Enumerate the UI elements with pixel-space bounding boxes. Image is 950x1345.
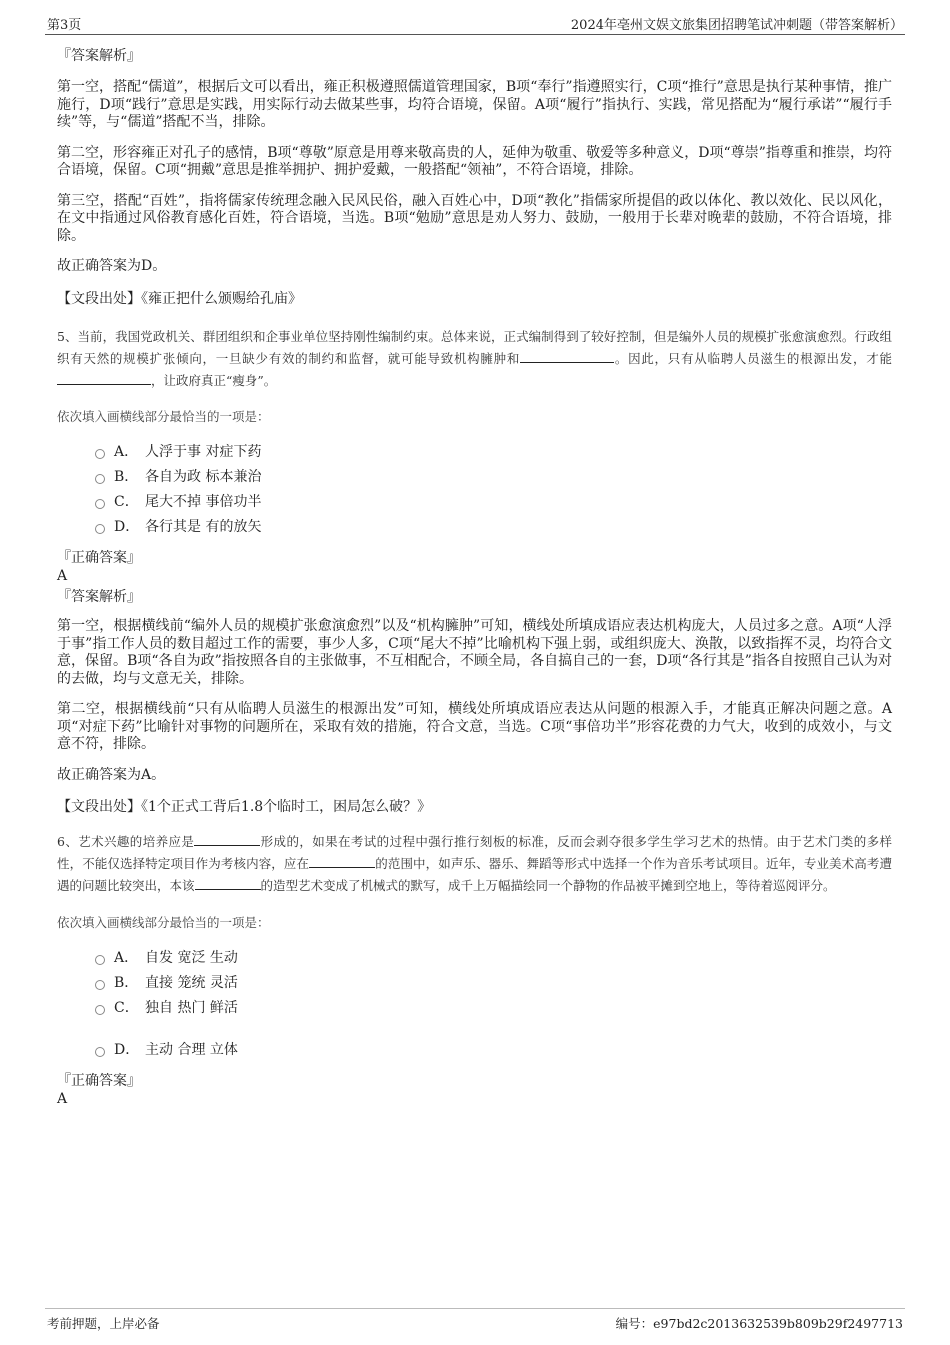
q6-stem-part3: 的范围中，如声乐、器乐、舞蹈等形式中选择一个作为音乐考试项目。近年，专业美术高考遭遇的问题比较突出，本该 [57, 855, 892, 893]
q4-conclusion: 故正确答案为D。 [57, 258, 167, 274]
q4-analysis-tag: 『答案解析』 [57, 48, 141, 64]
q5-analysis-p1: 第一空，根据横线前“编外人员的规模扩张愈演愈烈”以及“机构臃肿”可知，横线处所填成语应表达机构庞大，人员过多之意。A项“人浮于事”指工作人员的数目超过工作的需要，事少人多，C项“尾大不掉”比喻机构下强上弱，或组织庞大、涣散，以致指挥不灵，均符合文意，保留。B项“各自为政”指按照各自的主张做事，不互相配合，不顾全局，各自搞自己的一套，D项“各行其是”指各自按照自己认为对的去做，均与文意无关，排除。 [57, 618, 892, 687]
q5-answer: A [57, 568, 68, 584]
q5-stem-part1: 5、当前，我国党政机关、群团组织和企事业单位坚持刚性编制约束。总体来说，正式编制得到了较好控制，但是编外人员的规模扩张愈演愈烈。行政组织有天然的规模扩张倾向，一旦缺少有效的制约和监督，就可能导致机构臃肿和 [57, 329, 892, 366]
page-number: 第3页 [47, 18, 82, 33]
footer-slogan: 考前押题，上岸必备 [47, 1316, 160, 1331]
q5-answer-tag: 『正确答案』 [57, 550, 141, 566]
document-code-label: 编号： [615, 1316, 654, 1331]
radio-icon[interactable] [95, 524, 105, 534]
q5-conclusion: 故正确答案为A。 [57, 766, 166, 783]
q6-answer: A [57, 1090, 68, 1107]
q5-option-a[interactable]: A． 人浮于事 对症下药 [95, 440, 892, 465]
q4-analysis-p2: 第二空，形容雍正对孔子的感情，B项“尊敬”原意是用尊来敬高贵的人，延伸为敬重、敬爱等多种意义，D项“尊崇”指尊重和推崇，均符合语境，保留。C项“拥戴”意思是推举拥护、拥护爱戴，一般搭配“领袖”，不符合语境，排除。 [57, 144, 892, 178]
q5-stem-part2: 。因此，只有从临聘人员滋生的根源出发，才能 [614, 351, 892, 366]
q6-option-c[interactable]: C． 独自 热门 鲜活 [95, 996, 892, 1021]
q5-stem [57, 326, 892, 392]
q6-option-a[interactable]: A． 自发 宽泛 生动 [95, 946, 892, 971]
q5-options [57, 440, 892, 540]
q6-stem-part1: 6、艺术兴趣的培养应是 [57, 833, 195, 849]
q6-answer-tag: 『正确答案』 [57, 1072, 141, 1089]
radio-icon[interactable] [95, 980, 105, 990]
q4-source: 【文段出处】《雍正把什么颁赐给孔庙》 [57, 290, 302, 307]
q6-blank-1 [194, 832, 260, 846]
page-content [57, 46, 892, 1108]
radio-icon[interactable] [95, 449, 105, 459]
q6-stem-part4: 的造型艺术变成了机械式的默写，成千上万幅描绘同一个静物的作品被平摊到空地上，等待着巡阅评分。 [260, 877, 836, 893]
q4-analysis-p1: 第一空，搭配“儒道”，根据后文可以看出，雍正积极遵照儒道管理国家，B项“奉行”指遵照实行，C项“推行”意思是执行某种事情，推广施行，D项“践行”意思是实践，用实际行动去做某些事，均符合语境，保留。A项“履行”指执行、实践，常见搭配为“履行承诺”“履行手续”等，与“儒道”搭配不当，排除。 [57, 79, 892, 130]
q5-option-d[interactable]: D． 各行其是 有的放矢 [95, 515, 892, 540]
radio-icon[interactable] [95, 1005, 105, 1015]
page-header [45, 10, 905, 35]
q5-option-c[interactable]: C． 尾大不掉 事倍功半 [95, 490, 892, 515]
q5-blank-1 [520, 349, 614, 363]
q6-option-b[interactable]: B． 直接 笼统 灵活 [95, 971, 892, 996]
q6-option-d[interactable]: D． 主动 合理 立体 [95, 1038, 892, 1063]
q5-stem-part3: ，让政府真正“瘦身”。 [151, 373, 277, 388]
radio-icon[interactable] [95, 1047, 105, 1057]
q5-analysis-tag: 『答案解析』 [57, 589, 141, 605]
radio-icon[interactable] [95, 955, 105, 965]
q5-source: 【文段出处】《1个正式工背后1.8个临时工，困局怎么破？》 [57, 799, 432, 815]
q5-option-b[interactable]: B． 各自为政 标本兼治 [95, 465, 892, 490]
document-code [616, 1314, 903, 1332]
q6-stem-part2: 形成的，如果在考试的过程中强行推行刻板的标准，反而会剥夺很多学生学习艺术的热情。由于艺术门类的多样性，不能仅选择特定项目作为考核内容，应在 [57, 833, 892, 871]
document-title: 2024年亳州文娱文旅集团招聘笔试冲刺题（带答案解析） [570, 18, 903, 33]
q4-analysis-p3: 第三空，搭配“百姓”，指将儒家传统理念融入民风民俗，融入百姓心中，D项“教化”指儒家所提倡的政以体化、教以效化、民以风化，在文中指通过风俗教育感化百姓，符合语境，当选。B项“勉励”意思是劝人努力、鼓励，一般用于长辈对晚辈的鼓励，不符合语境，排除。 [57, 192, 892, 244]
q6-instruction: 依次填入画横线部分最恰当的一项是： [57, 914, 270, 930]
q5-blank-2 [57, 371, 151, 385]
document-code-value: e97bd2c2013632539b809b29f2497713 [653, 1316, 903, 1331]
q6-blank-2 [309, 854, 375, 868]
q5-analysis-p2: 第二空，根据横线前“只有从临聘人员滋生的根源出发”可知，横线处所填成语应表达从问题的根源入手，才能真正解决问题之意。A项“对症下药”比喻针对事物的问题所在，采取有效的措施，符合文意，当选。C项“事倍功半”形容花费的力气大，收到的成效小，与文意不符，排除。 [57, 701, 892, 752]
q6-stem [57, 831, 892, 897]
radio-icon[interactable] [95, 499, 105, 509]
q5-instruction: 依次填入画横线部分最恰当的一项是： [57, 409, 270, 424]
q6-blank-3 [195, 876, 261, 890]
q6-options [57, 946, 892, 1063]
page-footer [45, 1308, 905, 1331]
radio-icon[interactable] [95, 474, 105, 484]
